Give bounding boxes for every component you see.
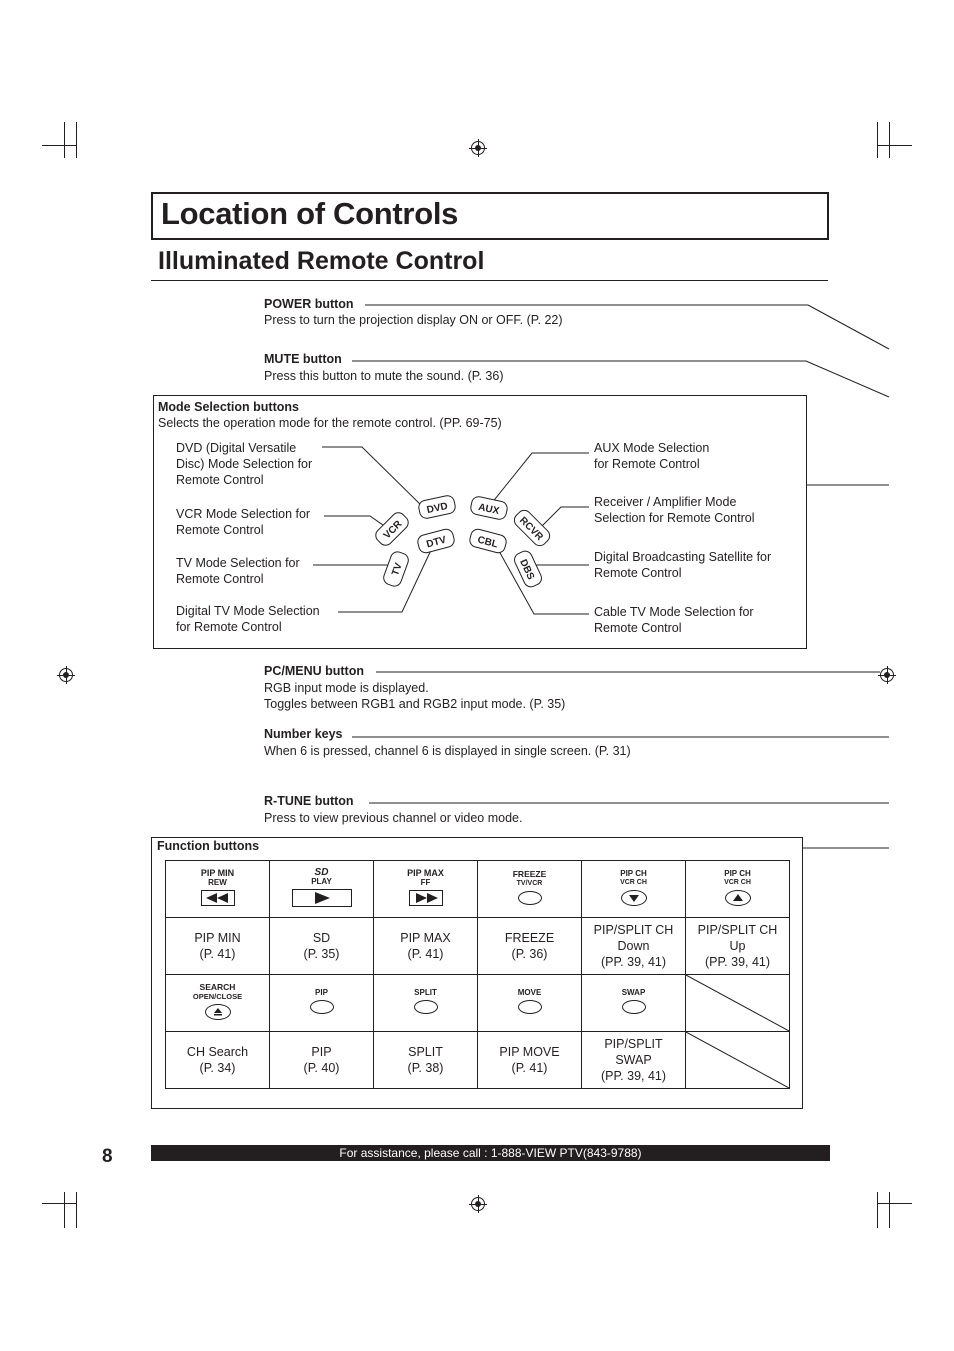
footer-assistance-text: For assistance, please call : 1-888-VIEW PTV(843-9788) bbox=[339, 1146, 642, 1160]
sd-play-sub: PLAY bbox=[311, 876, 332, 886]
label-line: Selection for Remote Control bbox=[594, 511, 755, 525]
pip-max-ff-sub: FF bbox=[420, 877, 431, 887]
search-label: SEARCH bbox=[199, 981, 236, 992]
table-cell bbox=[374, 1032, 478, 1089]
pip-ch-down-label: PIP CH bbox=[620, 868, 647, 878]
label-line: Remote Control bbox=[176, 473, 264, 487]
label-line: Disc) Mode Selection for bbox=[176, 457, 313, 471]
label-line: Remote Control bbox=[594, 621, 682, 635]
table-cell bbox=[166, 1032, 270, 1089]
dbs-button[interactable] bbox=[512, 549, 544, 589]
rcvr-button-label: RCVR bbox=[517, 515, 545, 543]
cell-line: CH Search bbox=[186, 1045, 249, 1059]
sd-logo-icon: SD bbox=[314, 866, 329, 878]
cell-line: (PP. 39, 41) bbox=[600, 1069, 667, 1083]
table-cell bbox=[270, 1032, 374, 1089]
split-label: SPLIT bbox=[414, 988, 437, 997]
page-number: 8 bbox=[102, 1146, 113, 1167]
cell-line: Up bbox=[729, 939, 746, 953]
vcr-button[interactable] bbox=[373, 510, 411, 548]
pip-ch-down-cell bbox=[582, 861, 686, 918]
table-cell bbox=[582, 918, 686, 975]
table-cell bbox=[478, 1032, 582, 1089]
table-row bbox=[166, 975, 790, 1032]
pip-max-ff-cell bbox=[374, 861, 478, 918]
label-line: DVD (Digital Versatile bbox=[176, 441, 297, 455]
tv-button-label: TV bbox=[390, 561, 405, 578]
cell-line: SPLIT bbox=[408, 1045, 443, 1059]
pip-ch-down-sub: VCR CH bbox=[620, 878, 647, 886]
pcmenu-button-title: PC/MENU button bbox=[264, 664, 364, 678]
pip-ch-up-label: PIP CH bbox=[724, 868, 751, 878]
label-line: Remote Control bbox=[594, 566, 682, 580]
ch-up-button-icon[interactable] bbox=[725, 890, 751, 906]
number-keys-desc: When 6 is pressed, channel 6 is displayed in single screen. (P. 31) bbox=[264, 744, 631, 758]
empty-cell bbox=[686, 1032, 790, 1089]
function-buttons-table bbox=[165, 860, 790, 1089]
pip-cell bbox=[270, 975, 374, 1032]
table-row bbox=[166, 861, 790, 918]
rtune-button-desc: Press to view previous channel or video mode. bbox=[264, 811, 523, 825]
dbs-button-label: DBS bbox=[517, 557, 537, 582]
move-label: MOVE bbox=[517, 988, 542, 997]
pcmenu-button-desc2: Toggles between RGB1 and RGB2 input mode. (P. 35) bbox=[264, 697, 566, 711]
table-cell bbox=[582, 1032, 686, 1089]
swap-button-icon[interactable] bbox=[622, 1000, 646, 1014]
mode-selection-title: Mode Selection buttons bbox=[158, 400, 299, 414]
cell-line: (P. 34) bbox=[199, 1061, 236, 1075]
label-line: Remote Control bbox=[176, 523, 264, 537]
cell-line: PIP bbox=[311, 1045, 332, 1059]
label-line: Receiver / Amplifier Mode bbox=[594, 495, 737, 509]
dtv-button[interactable] bbox=[416, 528, 455, 555]
table-cell bbox=[374, 918, 478, 975]
power-button-title: POWER button bbox=[264, 297, 354, 311]
dvd-button-label: DVD bbox=[425, 500, 449, 517]
label-line: AUX Mode Selection bbox=[594, 441, 710, 455]
table-cell bbox=[686, 918, 790, 975]
aux-button[interactable] bbox=[470, 495, 509, 520]
rewind-button-icon[interactable] bbox=[201, 890, 235, 906]
number-keys-title: Number keys bbox=[264, 727, 343, 741]
freeze-cell bbox=[478, 861, 582, 918]
cell-line: SWAP bbox=[615, 1053, 652, 1067]
label-line: VCR Mode Selection for bbox=[176, 507, 311, 521]
table-cell bbox=[270, 918, 374, 975]
label-line: TV Mode Selection for bbox=[176, 556, 300, 570]
cell-line: FREEZE bbox=[504, 931, 555, 945]
cell-line: (P. 38) bbox=[407, 1061, 444, 1075]
cell-line: (P. 41) bbox=[199, 947, 236, 961]
cell-line: PIP MIN bbox=[194, 931, 241, 945]
dtv-button-label: DTV bbox=[425, 534, 448, 551]
cell-line: PIP MOVE bbox=[499, 1045, 560, 1059]
label-line: for Remote Control bbox=[176, 620, 282, 634]
freeze-button-icon[interactable] bbox=[518, 891, 542, 905]
empty-cell bbox=[686, 975, 790, 1032]
open-close-sub: OPEN/CLOSE bbox=[192, 991, 243, 1001]
table-cell bbox=[166, 918, 270, 975]
label-line: Cable TV Mode Selection for bbox=[594, 605, 754, 619]
move-cell bbox=[478, 975, 582, 1032]
power-button-desc: Press to turn the projection display ON or OFF. (P. 22) bbox=[264, 313, 563, 327]
label-line: Remote Control bbox=[176, 572, 264, 586]
cell-line: (P. 40) bbox=[303, 1061, 340, 1075]
cell-line: (P. 35) bbox=[303, 947, 340, 961]
cell-line: PIP/SPLIT CH bbox=[593, 923, 674, 937]
rcvr-button[interactable] bbox=[511, 507, 552, 548]
rtune-button-title: R-TUNE button bbox=[264, 794, 354, 808]
pip-label: PIP bbox=[315, 988, 328, 997]
tv-button[interactable] bbox=[382, 550, 411, 588]
pip-min-rew-label: PIP MIN bbox=[200, 867, 235, 878]
cell-line: (PP. 39, 41) bbox=[704, 955, 771, 969]
fast-forward-button-icon[interactable] bbox=[409, 890, 443, 906]
pip-max-ff-label: PIP MAX bbox=[407, 867, 444, 878]
vcr-button-label: VCR bbox=[381, 518, 405, 542]
move-button-icon[interactable] bbox=[518, 1000, 542, 1014]
section-title: Illuminated Remote Control bbox=[158, 247, 485, 275]
split-cell bbox=[374, 975, 478, 1032]
cell-line: PIP/SPLIT CH bbox=[697, 923, 778, 937]
search-cell bbox=[166, 975, 270, 1032]
cell-line: Down bbox=[617, 939, 650, 953]
swap-label: SWAP bbox=[621, 988, 646, 997]
cell-line: (P. 41) bbox=[511, 1061, 548, 1075]
pip-button-icon[interactable] bbox=[310, 1000, 334, 1014]
sd-play-cell bbox=[270, 861, 374, 918]
cell-line: (P. 36) bbox=[511, 947, 548, 961]
label-line: Digital Broadcasting Satellite for bbox=[594, 550, 772, 564]
freeze-sub: TV/VCR bbox=[516, 879, 543, 887]
mute-button-desc: Press this button to mute the sound. (P. 36) bbox=[264, 369, 504, 383]
table-row bbox=[166, 1032, 790, 1089]
pip-ch-up-cell bbox=[686, 861, 790, 918]
cell-line: (P. 41) bbox=[407, 947, 444, 961]
pip-ch-up-sub: VCR CH bbox=[724, 878, 751, 886]
label-line: Digital TV Mode Selection bbox=[176, 604, 320, 618]
function-buttons-title: Function buttons bbox=[157, 839, 260, 853]
pip-min-rew-sub: REW bbox=[208, 877, 227, 887]
cbl-button[interactable] bbox=[468, 528, 507, 555]
pip-min-rew-cell bbox=[166, 861, 270, 918]
cell-line: PIP MAX bbox=[400, 931, 451, 945]
table-cell bbox=[478, 918, 582, 975]
split-button-icon[interactable] bbox=[414, 1000, 438, 1014]
table-row bbox=[166, 918, 790, 975]
freeze-label: FREEZE bbox=[512, 868, 547, 879]
ch-down-button-icon[interactable] bbox=[621, 890, 647, 906]
eject-button-icon[interactable] bbox=[205, 1004, 231, 1020]
play-button-icon[interactable] bbox=[292, 889, 352, 907]
mode-selection-desc: Selects the operation mode for the remote control. (PP. 69-75) bbox=[158, 416, 502, 430]
label-line: for Remote Control bbox=[594, 457, 700, 471]
cell-line: (PP. 39, 41) bbox=[600, 955, 667, 969]
aux-button-label: AUX bbox=[477, 501, 501, 518]
cell-line: SD bbox=[312, 931, 331, 945]
dvd-button[interactable] bbox=[418, 494, 457, 519]
cbl-button-label: CBL bbox=[476, 534, 499, 551]
cell-line: PIP/SPLIT bbox=[604, 1037, 663, 1051]
mute-button-title: MUTE button bbox=[264, 352, 342, 366]
page-title: Location of Controls bbox=[161, 196, 459, 231]
swap-cell bbox=[582, 975, 686, 1032]
pcmenu-button-desc1: RGB input mode is displayed. bbox=[264, 681, 429, 695]
